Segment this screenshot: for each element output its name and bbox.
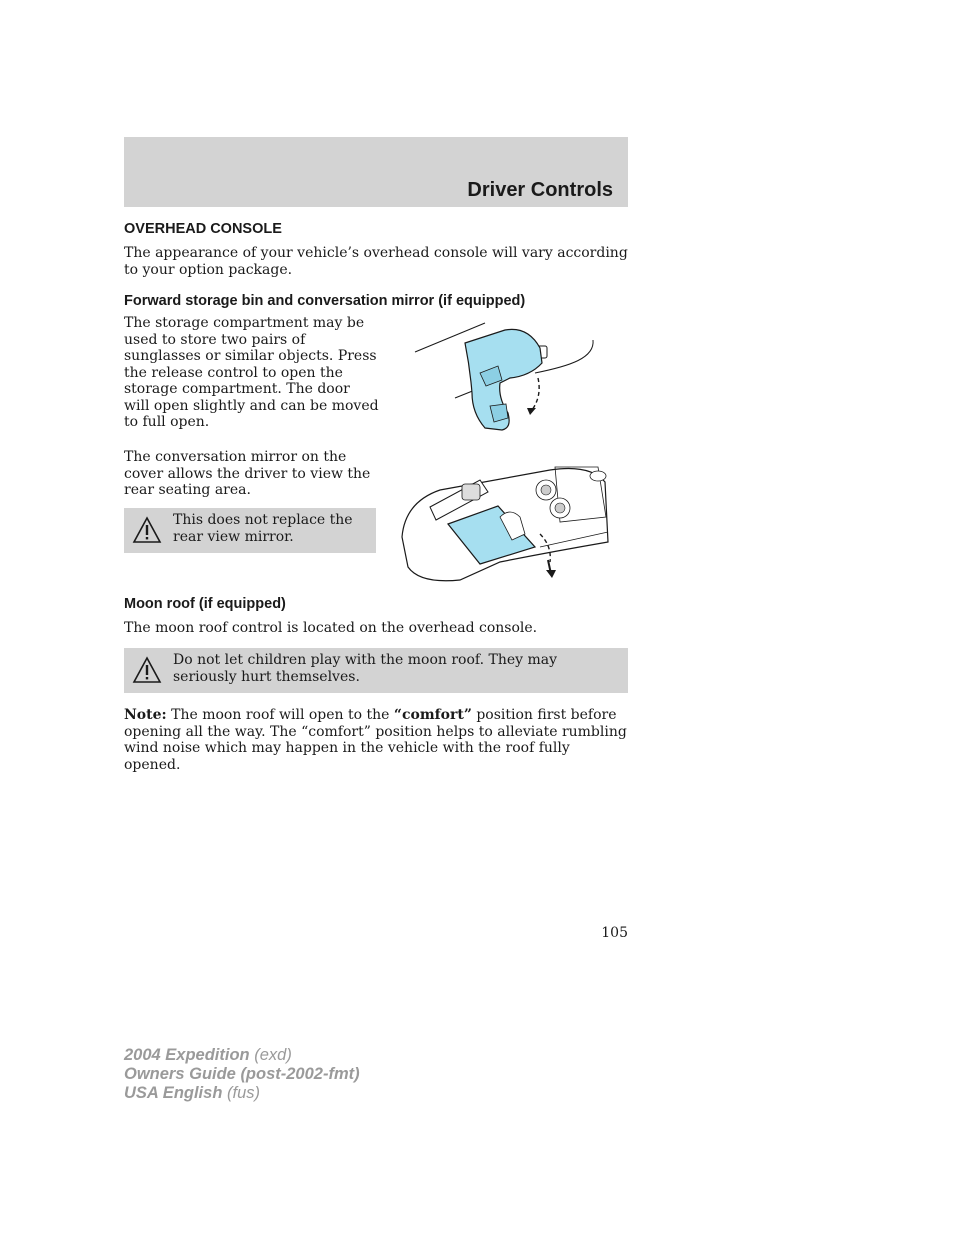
warning-text-rear-view: This does not replace the rear view mirror.: [173, 512, 353, 545]
warning-triangle-icon: [132, 656, 162, 684]
footer-language-code: (fus): [222, 1084, 260, 1102]
note-text-part2: position first before opening all the way. The “comfort” position helps to alleviate rumbling wind noise which may happen in the vehicle with the roof fully opened.: [124, 707, 627, 773]
overhead-console-intro: The appearance of your vehicle’s overhead console will vary according to your option package.: [124, 245, 628, 278]
moon-roof-note: [124, 707, 628, 773]
heading-moon-roof: Moon roof (if equipped): [124, 596, 286, 612]
moon-roof-intro: The moon roof control is located on the overhead console.: [124, 620, 538, 636]
note-text-part1: The moon roof will open to the: [166, 707, 394, 723]
storage-bin-illustration: [410, 318, 600, 438]
section-header-band: [124, 137, 628, 207]
warning-triangle-icon: [132, 516, 162, 544]
heading-overhead-console: OVERHEAD CONSOLE: [124, 221, 282, 237]
footer-model-code: (exd): [249, 1046, 292, 1064]
document-footer: [124, 1046, 360, 1103]
footer-guide: Owners Guide (post-2002-fmt): [124, 1065, 360, 1083]
note-emphasis: “comfort”: [393, 707, 472, 723]
conversation-mirror-description: The conversation mirror on the cover allows the driver to view the rear seating area.: [124, 449, 371, 498]
page-number: 105: [601, 925, 628, 941]
heading-storage-bin: Forward storage bin and conversation mirror (if equipped): [124, 293, 526, 309]
storage-bin-description: The storage compartment may be used to store two pairs of sunglasses or similar objects. Press the release control to open the storage compartment. The door will open slightly and can be moved to full open.: [124, 315, 379, 430]
footer-language: USA English: [124, 1084, 223, 1102]
warning-box-rear-view: [124, 508, 376, 553]
warning-text-moon-roof: Do not let children play with the moon roof. They may seriously hurt themselves.: [173, 652, 558, 685]
warning-box-moon-roof: [124, 648, 628, 693]
overhead-console-illustration: [400, 462, 610, 582]
footer-model: 2004 Expedition: [124, 1046, 250, 1064]
note-label: Note:: [124, 707, 167, 723]
section-title: Driver Controls: [467, 179, 613, 201]
